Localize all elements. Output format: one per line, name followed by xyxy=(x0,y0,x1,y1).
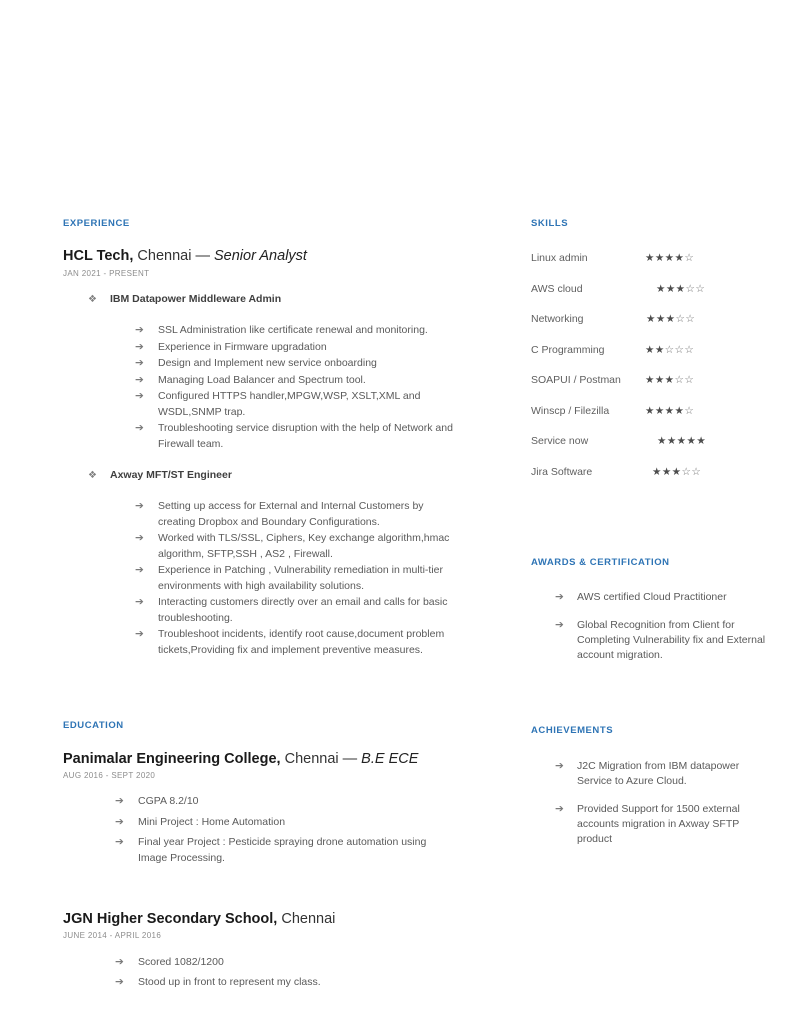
arrow-bullet-icon: ➔ xyxy=(135,373,144,386)
star-filled-icon: ★ xyxy=(661,465,672,478)
arrow-bullet-icon: ➔ xyxy=(135,596,144,609)
sidebar-column xyxy=(465,218,791,877)
section-gap xyxy=(63,674,457,720)
skill-rating-stars xyxy=(645,373,694,387)
subrole-bullets-ibm-datapower xyxy=(63,323,457,452)
star-empty-icon: ☆ xyxy=(695,282,706,295)
arrow-bullet-icon: ➔ xyxy=(555,802,564,815)
job-org: HCL Tech, xyxy=(63,248,134,265)
award-text: Global Recognition from Client for Completing Vulnerability fix and External account migration. xyxy=(577,619,766,662)
star-filled-icon: ★ xyxy=(654,343,665,356)
school-title-line xyxy=(63,910,457,928)
skill-row xyxy=(531,343,767,357)
star-empty-icon: ☆ xyxy=(685,313,696,326)
awards-list xyxy=(531,590,767,663)
education-entry-jgn xyxy=(63,910,457,991)
skill-name: SOAPUI / Postman xyxy=(531,374,621,387)
skill-rating-stars xyxy=(652,465,701,479)
star-filled-icon: ★ xyxy=(656,282,666,295)
bullet-text: Troubleshoot incidents, identify root cause,document problem tickets,Providing fix and implement preventive measures. xyxy=(158,628,445,656)
skill-row xyxy=(531,465,767,479)
job-role: Senior Analyst xyxy=(213,248,307,265)
arrow-bullet-icon: ➔ xyxy=(115,836,124,849)
star-filled-icon: ★ xyxy=(671,465,682,478)
star-filled-icon: ★ xyxy=(665,282,676,295)
school-dash: — xyxy=(342,750,358,767)
arrow-bullet-icon: ➔ xyxy=(115,795,124,808)
sidebar-gap xyxy=(531,509,767,557)
arrow-bullet-icon: ➔ xyxy=(135,500,144,513)
list-item xyxy=(135,389,457,420)
star-filled-icon: ★ xyxy=(657,435,667,448)
arrow-bullet-icon: ➔ xyxy=(135,628,144,641)
bullet-text: Mini Project : Home Automation xyxy=(138,815,286,828)
school-dates: JUNE 2014 - APRIL 2016 xyxy=(63,931,162,941)
skill-rating-stars xyxy=(645,404,694,418)
main-column xyxy=(0,218,465,1007)
bullet-text: Managing Load Balancer and Spectrum tool. xyxy=(158,373,366,386)
star-empty-icon: ☆ xyxy=(674,374,685,387)
subrole-heading-ibm-datapower xyxy=(63,292,457,307)
list-item xyxy=(135,421,457,452)
arrow-bullet-icon: ➔ xyxy=(115,815,124,828)
arrow-bullet-icon: ➔ xyxy=(135,422,144,435)
diamond-bullet-icon: ❖ xyxy=(88,294,97,306)
arrow-bullet-icon: ➔ xyxy=(555,591,564,604)
school-title-line xyxy=(63,750,457,768)
list-item xyxy=(555,802,767,847)
star-filled-icon: ★ xyxy=(646,313,656,326)
skills-section xyxy=(531,218,767,479)
experience-entry-hcl xyxy=(63,247,457,658)
education-heading: EDUCATION xyxy=(63,720,124,732)
skill-rating-stars xyxy=(645,251,694,265)
skill-name: C Programming xyxy=(531,343,605,356)
bullet-text: Setting up access for External and Internal Customers by creating Dropbox and Boundary Configurations. xyxy=(158,500,424,528)
star-filled-icon: ★ xyxy=(676,435,687,448)
star-filled-icon: ★ xyxy=(655,313,666,326)
education-bullets-jgn xyxy=(63,955,457,991)
awards-heading: AWARDS & CERTIFICATION xyxy=(531,556,670,568)
bullet-text: Interacting customers directly over an email and calls for basic troubleshooting. xyxy=(158,596,448,624)
arrow-bullet-icon: ➔ xyxy=(135,340,144,353)
star-filled-icon: ★ xyxy=(686,435,697,448)
arrow-bullet-icon: ➔ xyxy=(135,532,144,545)
skill-name: Winscp / Filezilla xyxy=(531,404,610,417)
star-empty-icon: ☆ xyxy=(681,465,692,478)
skill-name: Service now xyxy=(531,435,589,448)
list-item xyxy=(115,975,457,991)
star-filled-icon: ★ xyxy=(666,435,677,448)
subrole-bullets-axway xyxy=(63,499,457,658)
star-empty-icon: ☆ xyxy=(691,465,702,478)
experience-heading: EXPERIENCE xyxy=(63,218,130,229)
list-item xyxy=(135,356,457,372)
school-degree: B.E ECE xyxy=(361,750,419,767)
skill-name: AWS cloud xyxy=(531,282,583,295)
skills-list xyxy=(531,251,767,479)
arrow-bullet-icon: ➔ xyxy=(135,564,144,577)
star-filled-icon: ★ xyxy=(675,282,686,295)
bullet-text: Experience in Patching , Vulnerability remediation in multi-tier environments with high availability solutions. xyxy=(158,564,443,592)
arrow-bullet-icon: ➔ xyxy=(115,976,124,989)
star-filled-icon: ★ xyxy=(645,252,655,265)
school-dates: AUG 2016 - SEPT 2020 xyxy=(63,770,156,780)
list-item xyxy=(135,563,457,594)
education-bullets-panimalar xyxy=(63,794,457,866)
job-dash: — xyxy=(195,248,210,265)
list-item xyxy=(135,531,457,562)
skill-row xyxy=(531,404,767,418)
star-filled-icon: ★ xyxy=(664,404,675,417)
bullet-text: Troubleshooting service disruption with the help of Network and Firewall team. xyxy=(158,422,453,450)
bullet-text: Worked with TLS/SSL, Ciphers, Key exchange algorithm,hmac algorithm, SFTP,SSH , AS2 , Firewall. xyxy=(158,532,450,560)
job-dates: JAN 2021 - PRESENT xyxy=(63,268,150,278)
star-empty-icon: ☆ xyxy=(664,343,675,356)
list-item xyxy=(135,340,457,356)
star-empty-icon: ☆ xyxy=(674,343,685,356)
list-item xyxy=(115,955,457,971)
star-filled-icon: ★ xyxy=(696,435,707,448)
arrow-bullet-icon: ➔ xyxy=(115,955,124,968)
star-filled-icon: ★ xyxy=(664,252,675,265)
diamond-bullet-icon: ❖ xyxy=(88,470,97,482)
star-filled-icon: ★ xyxy=(652,465,662,478)
skill-row xyxy=(531,373,767,387)
star-filled-icon: ★ xyxy=(654,252,665,265)
arrow-bullet-icon: ➔ xyxy=(135,357,144,370)
skill-row xyxy=(531,312,767,326)
star-empty-icon: ☆ xyxy=(684,343,695,356)
awards-section xyxy=(531,557,767,663)
star-filled-icon: ★ xyxy=(645,404,655,417)
subrole-title: IBM Datapower Middleware Admin xyxy=(110,293,282,306)
bullet-text: Design and Implement new service onboarding xyxy=(158,357,377,370)
subrole-heading-axway xyxy=(63,468,457,483)
school-location: Chennai xyxy=(281,911,336,928)
list-item xyxy=(115,794,457,810)
list-item xyxy=(135,627,457,658)
experience-section xyxy=(63,218,457,658)
list-item xyxy=(135,323,457,339)
bullet-text: Configured HTTPS handler,MPGW,WSP, XSLT,XML and WSDL,SNMP trap. xyxy=(158,390,421,418)
school-org: Panimalar Engineering College, xyxy=(63,750,281,767)
list-item xyxy=(115,835,457,866)
arrow-bullet-icon: ➔ xyxy=(555,759,564,772)
list-item xyxy=(135,595,457,626)
skill-row xyxy=(531,434,767,448)
achievement-text: Provided Support for 1500 external accounts migration in Axway SFTP product xyxy=(577,802,740,845)
skill-name: Jira Software xyxy=(531,465,593,478)
star-filled-icon: ★ xyxy=(654,374,665,387)
school-org: JGN Higher Secondary School, xyxy=(63,911,278,928)
skill-name: Linux admin xyxy=(531,252,588,265)
resume-columns xyxy=(0,218,791,1007)
star-empty-icon: ☆ xyxy=(684,404,695,417)
list-item xyxy=(135,499,457,530)
arrow-bullet-icon: ➔ xyxy=(135,324,144,337)
star-empty-icon: ☆ xyxy=(685,282,696,295)
star-filled-icon: ★ xyxy=(664,374,675,387)
bullet-text: Scored 1082/1200 xyxy=(138,955,224,968)
arrow-bullet-icon: ➔ xyxy=(135,390,144,403)
star-filled-icon: ★ xyxy=(665,313,676,326)
skill-rating-stars xyxy=(656,282,705,296)
star-filled-icon: ★ xyxy=(674,404,685,417)
arrow-bullet-icon: ➔ xyxy=(555,619,564,632)
star-filled-icon: ★ xyxy=(674,252,685,265)
skill-rating-stars xyxy=(657,434,706,448)
star-empty-icon: ☆ xyxy=(684,374,695,387)
skill-rating-stars xyxy=(646,312,695,326)
skills-heading: SKILLS xyxy=(531,218,569,229)
subrole-title: Axway MFT/ST Engineer xyxy=(110,469,232,482)
education-section xyxy=(63,720,457,991)
bullet-text: Experience in Firmware upgradation xyxy=(158,340,327,353)
entry-gap xyxy=(63,882,457,910)
achievements-list xyxy=(531,759,767,847)
list-item xyxy=(115,815,457,831)
bullet-text: Stood up in front to represent my class. xyxy=(138,976,321,989)
achievements-heading: ACHIEVEMENTS xyxy=(531,725,614,737)
star-filled-icon: ★ xyxy=(654,404,665,417)
school-location: Chennai xyxy=(284,750,339,767)
skill-row xyxy=(531,251,767,265)
bullet-text: SSL Administration like certificate renewal and monitoring. xyxy=(158,324,428,337)
bullet-text: CGPA 8.2/10 xyxy=(138,795,199,808)
bullet-text: Final year Project : Pesticide spraying drone automation using Image Processing. xyxy=(138,836,427,864)
job-title-line xyxy=(63,247,457,265)
skill-row xyxy=(531,282,767,296)
skill-name: Networking xyxy=(531,313,584,326)
list-item xyxy=(555,759,767,789)
achievement-text: J2C Migration from IBM datapower Service to Azure Cloud. xyxy=(577,759,740,787)
sidebar-gap xyxy=(531,693,767,725)
list-item xyxy=(555,590,767,605)
list-item xyxy=(555,618,767,663)
achievements-section xyxy=(531,725,767,846)
award-text: AWS certified Cloud Practitioner xyxy=(577,591,727,604)
education-entry-panimalar xyxy=(63,750,457,867)
job-location: Chennai xyxy=(137,248,192,265)
star-empty-icon: ☆ xyxy=(684,252,695,265)
skill-rating-stars xyxy=(645,343,694,357)
list-item xyxy=(135,373,457,389)
star-empty-icon: ☆ xyxy=(675,313,686,326)
star-filled-icon: ★ xyxy=(645,374,655,387)
star-filled-icon: ★ xyxy=(645,343,655,356)
